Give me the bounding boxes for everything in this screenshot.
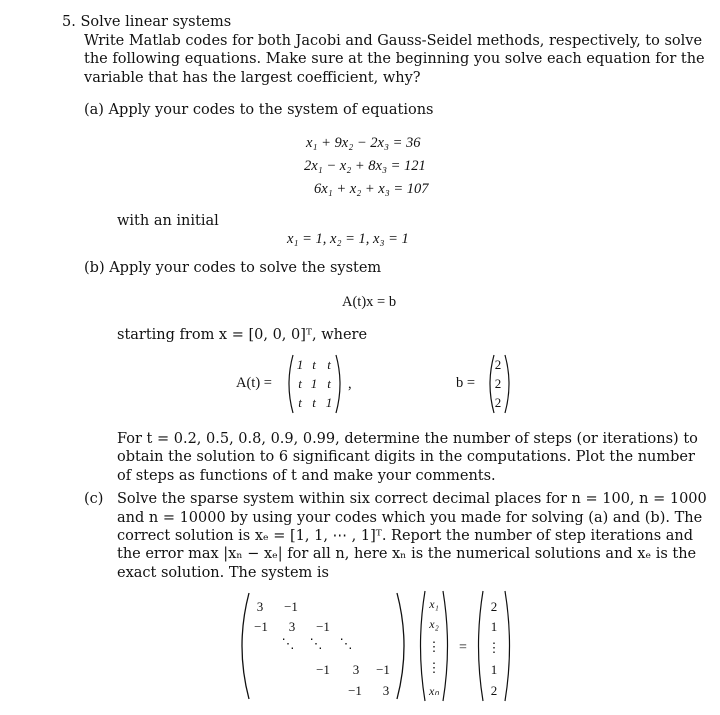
vector-cell: 2 [494, 376, 502, 391]
left-paren-icon [236, 592, 250, 700]
matrix-cell: 3 [256, 599, 264, 614]
right-paren-icon [504, 590, 514, 702]
start-text: starting from x = [0, 0, 0]ᵀ, where [117, 327, 368, 343]
matrix-cell: 1 [325, 395, 333, 410]
part-c-body: and n = 10000 by using your codes which you made for solving (a) and (b). The [117, 510, 703, 526]
diagonal-dots: ⋱ [339, 636, 353, 651]
vector-dots: ⋮ [487, 640, 501, 655]
vector-cell: 2 [494, 395, 502, 410]
matrix-cell: t [298, 376, 302, 391]
matrix-cell: t [298, 395, 302, 410]
intro-line: variable that has the largest coefficient, why? [84, 70, 421, 86]
part-b-body: For t = 0.2, 0.5, 0.8, 0.9, 0.99, determine the number of steps (or iterations) to [117, 431, 698, 447]
part-c-body: exact solution. The system is [117, 565, 329, 581]
vector-dots: ⋮ [427, 660, 441, 675]
equation-1: x₁ + 9x₂ − 2x₃ = 36 [306, 135, 421, 151]
diagonal-dots: ⋱ [281, 636, 295, 651]
vector-dots: ⋮ [427, 639, 441, 654]
vector-cell: 1 [490, 619, 498, 634]
intro-line: the following equations. Make sure at the beginning you solve each equation for the [84, 51, 705, 67]
initial-label: with an initial [117, 213, 219, 229]
system-equation: A(t)x = b [342, 294, 397, 310]
part-c-body: correct solution is xₑ = [1, 1, ⋯ , 1]ᵀ. Report the number of step iterations and [117, 528, 694, 544]
part-c-body: Solve the sparse system within six correct decimal places for n = 100, n = 1000 [117, 491, 707, 507]
intro-line: Write Matlab codes for both Jacobi and Gauss-Seidel methods, respectively, to solve [84, 33, 703, 49]
part-b-label: (b) Apply your codes to solve the system [84, 260, 382, 276]
vector-cell: x₂ [429, 617, 439, 631]
part-b-body: obtain the solution to 6 significant digits in the computations. Plot the number [117, 449, 695, 465]
right-paren-icon [442, 590, 452, 702]
equation-2: 2x₁ − x₂ + 8x₃ = 121 [304, 158, 426, 174]
vector-cell: 2 [494, 357, 502, 372]
part-a-label: (a) Apply your codes to the system of equations [84, 102, 434, 118]
matrix-cell: −1 [316, 662, 330, 677]
matrix-cell: 3 [382, 683, 390, 698]
matrix-cell: −1 [376, 662, 390, 677]
part-c-body: the error max |xₙ − xₑ| for all n, here xₙ is the numerical solutions and xₑ is the [117, 546, 697, 562]
matrix-cell: −1 [284, 599, 298, 614]
matrix-cell: t [312, 395, 316, 410]
equation-3: 6x₁ + x₂ + x₃ = 107 [314, 181, 429, 197]
vector-cell: 2 [490, 683, 498, 698]
matrix-cell: t [312, 357, 316, 372]
matrix-cell: −1 [348, 683, 362, 698]
matrix-cell: 3 [352, 662, 360, 677]
diagonal-dots: ⋱ [309, 636, 323, 651]
problem-heading: 5. Solve linear systems [62, 14, 232, 30]
part-c-label: (c) [84, 491, 104, 507]
A-label: A(t) = [236, 375, 272, 391]
matrix-cell: −1 [254, 619, 268, 634]
b-label: b = [456, 375, 476, 391]
comma: , [348, 376, 352, 392]
part-b-body: of steps as functions of t and make your comments. [117, 468, 496, 484]
right-paren-icon [504, 354, 514, 414]
initial-values: x₁ = 1, x₂ = 1, x₃ = 1 [287, 231, 409, 247]
right-paren-icon [335, 354, 345, 414]
matrix-cell: 1 [296, 357, 304, 372]
matrix-cell: 1 [310, 376, 318, 391]
vector-cell: 2 [490, 599, 498, 614]
matrix-cell: 3 [288, 619, 296, 634]
vector-cell: x₁ [429, 597, 439, 611]
vector-cell: 1 [490, 662, 498, 677]
matrix-cell: t [327, 357, 331, 372]
equals-sign: = [459, 640, 467, 655]
matrix-cell: −1 [316, 619, 330, 634]
matrix-cell: t [327, 376, 331, 391]
vector-cell: xₙ [428, 684, 440, 698]
right-paren-icon [396, 592, 410, 700]
